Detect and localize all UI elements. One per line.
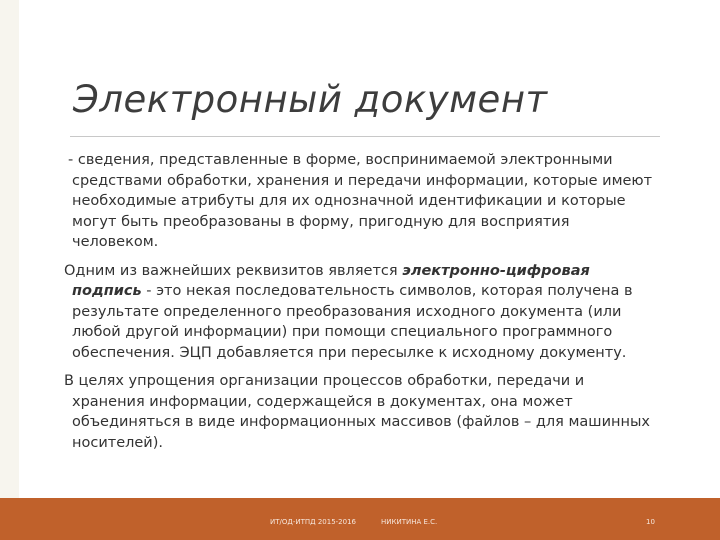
slide-title: Электронный документ [73, 78, 548, 121]
footer-course: ИТ/ОД-ИТПД 2015-2016 [270, 518, 356, 526]
paragraph-signature [64, 261, 659, 364]
paragraph-definition: - сведения, представленные в форме, воспринимаемой электронными средствами обработки, хранения и передачи информации, которые имеют необходимые атрибуты для их однозначной идентификации и которые могут быть преобразованы в форму, пригодную для восприятия человеком. [68, 152, 653, 250]
footer-page-number: 10 [646, 518, 655, 526]
footer-author: НИКИТИНА Е.С. [381, 518, 438, 526]
paragraph-signature-lead: Одним из важнейших реквизитов является [64, 262, 403, 279]
paragraph-arrays: В целях упрощения организации процессов обработки, передачи и хранения информации, содержащейся в документах, она может объединяться в виде информационных массивов (файлов – для машинных носителей). [64, 373, 650, 451]
footer-bar [0, 498, 720, 540]
slide-body [64, 150, 659, 453]
paragraph-signature-tail: - это некая последовательность символов, которая получена в результате определенного преобразования исходного документа (или любой другой информации) при помощи специального программного обеспечения. ЭЦП добавляется при пересылке к исходному документу. [72, 283, 633, 361]
left-margin-bar [0, 0, 19, 540]
signature-term: электронно-цифровая подпись [72, 262, 590, 299]
title-divider [70, 136, 660, 137]
